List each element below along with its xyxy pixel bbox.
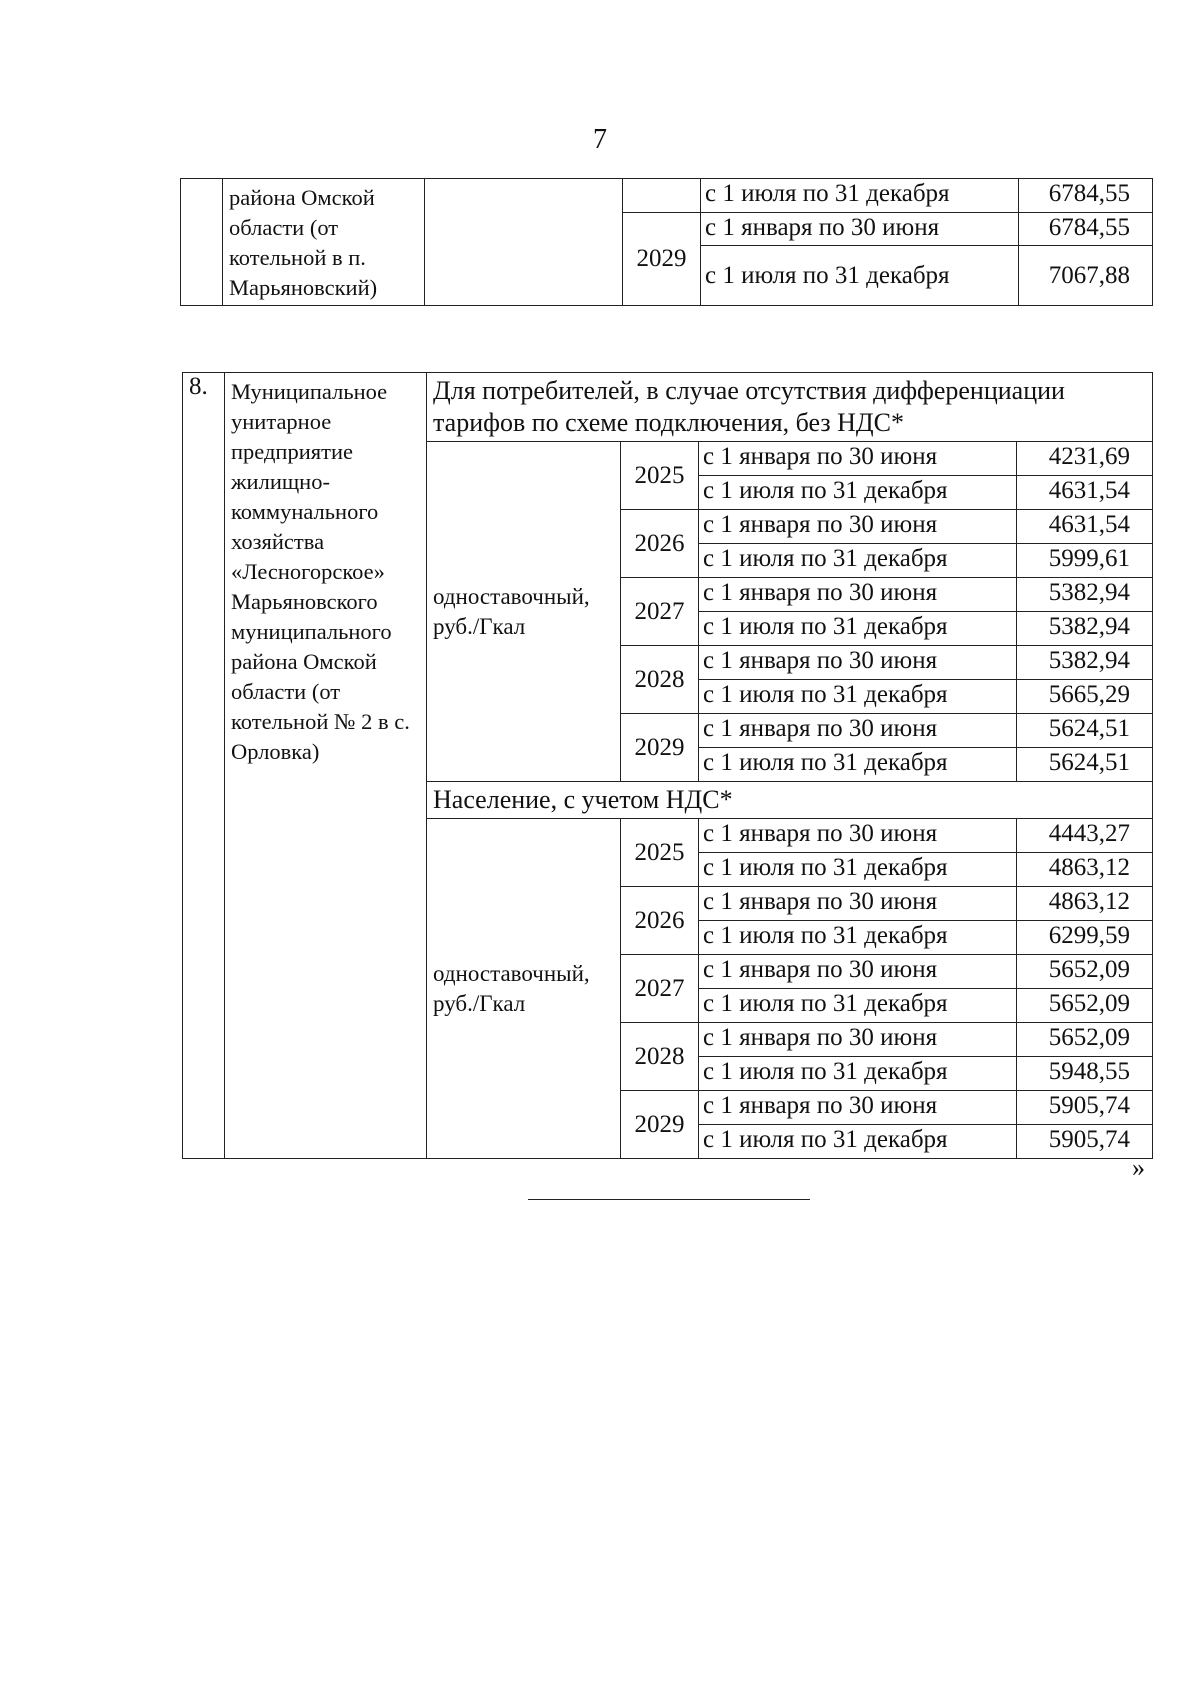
year-cell: 2025 xyxy=(621,442,699,510)
period-cell: с 1 января по 30 июня xyxy=(699,714,1017,748)
period-cell: с 1 января по 30 июня xyxy=(699,1023,1017,1057)
period-cell: с 1 января по 30 июня xyxy=(699,578,1017,612)
tariff-value-cell: 5652,09 xyxy=(1017,1023,1153,1057)
year-cell: 2025 xyxy=(621,819,699,887)
tariff-value-cell: 5948,55 xyxy=(1017,1057,1153,1091)
period-cell: с 1 июля по 31 декабря xyxy=(701,179,1019,213)
year-cell: 2028 xyxy=(621,646,699,714)
period-cell: с 1 июля по 31 декабря xyxy=(699,476,1017,510)
period-cell: с 1 января по 30 июня xyxy=(699,646,1017,680)
year-cell xyxy=(623,179,701,213)
tariff-value-cell: 4863,12 xyxy=(1017,853,1153,887)
year-cell: 2029 xyxy=(623,213,701,306)
tariff-value-cell: 4443,27 xyxy=(1017,819,1153,853)
period-cell: с 1 июля по 31 декабря xyxy=(699,853,1017,887)
tariff-value-cell: 5999,61 xyxy=(1017,544,1153,578)
period-cell: с 1 июля по 31 декабря xyxy=(699,989,1017,1023)
organization-name: Муниципальное унитарное предприятие жилищно-коммунального хозяйства «Лесногорское» Марьяновского муниципального района Омской области (от котельной № 2 в с. Орловка) xyxy=(225,373,427,1159)
period-cell: с 1 июля по 31 декабря xyxy=(701,246,1019,306)
tariff-value-cell: 5624,51 xyxy=(1017,714,1153,748)
period-cell: с 1 июля по 31 декабря xyxy=(699,748,1017,782)
tariff-table-continuation xyxy=(180,178,1153,306)
year-cell: 2026 xyxy=(621,510,699,578)
tariff-value-cell: 6784,55 xyxy=(1019,213,1153,246)
end-rule xyxy=(528,1199,810,1200)
tariff-value-cell: 5652,09 xyxy=(1017,955,1153,989)
period-cell: с 1 января по 30 июня xyxy=(699,955,1017,989)
year-cell: 2029 xyxy=(621,1091,699,1159)
rate-type: одноставочный, руб./Гкал xyxy=(427,442,621,782)
period-cell: с 1 июля по 31 декабря xyxy=(699,612,1017,646)
period-cell: с 1 июля по 31 декабря xyxy=(699,1125,1017,1159)
section-title: Для потребителей, в случае отсутствия дифференциации тарифов по схеме подключения, без НДС* xyxy=(427,373,1153,442)
tariff-value-cell: 5382,94 xyxy=(1017,578,1153,612)
tariff-table xyxy=(182,372,1153,1159)
period-cell: с 1 июля по 31 декабря xyxy=(699,921,1017,955)
year-cell: 2026 xyxy=(621,887,699,955)
period-cell: с 1 января по 30 июня xyxy=(699,442,1017,476)
tariff-value-cell: 4863,12 xyxy=(1017,887,1153,921)
period-cell: с 1 января по 30 июня xyxy=(699,1091,1017,1125)
tariff-value-cell: 5905,74 xyxy=(1017,1125,1153,1159)
year-cell: 2029 xyxy=(621,714,699,782)
period-cell: с 1 июля по 31 декабря xyxy=(699,544,1017,578)
closing-quote: » xyxy=(1132,1153,1145,1182)
period-cell: с 1 января по 30 июня xyxy=(699,510,1017,544)
page-number: 7 xyxy=(593,124,607,155)
period-cell: с 1 января по 30 июня xyxy=(699,819,1017,853)
tariff-value-cell: 6299,59 xyxy=(1017,921,1153,955)
rate-type-cell xyxy=(425,179,623,306)
tariff-value-cell: 5652,09 xyxy=(1017,989,1153,1023)
tariff-value-cell: 6784,55 xyxy=(1019,179,1153,213)
entry-number: 8. xyxy=(183,373,225,1159)
number-cell xyxy=(181,179,223,306)
rate-type: одноставочный, руб./Гкал xyxy=(427,819,621,1159)
tariff-value-cell: 5624,51 xyxy=(1017,748,1153,782)
tariff-value-cell: 5382,94 xyxy=(1017,646,1153,680)
tariff-value-cell: 5905,74 xyxy=(1017,1091,1153,1125)
period-cell: с 1 июля по 31 декабря xyxy=(699,680,1017,714)
tariff-value-cell: 4631,54 xyxy=(1017,476,1153,510)
tariff-value-cell: 7067,88 xyxy=(1019,246,1153,306)
tariff-value-cell: 4631,54 xyxy=(1017,510,1153,544)
tariff-value-cell: 4231,69 xyxy=(1017,442,1153,476)
organization-cell: района Омской области (от котельной в п. Марьяновский) xyxy=(223,179,425,306)
section-title: Население, с учетом НДС* xyxy=(427,782,1153,819)
tariff-value-cell: 5382,94 xyxy=(1017,612,1153,646)
year-cell: 2028 xyxy=(621,1023,699,1091)
period-cell: с 1 января по 30 июня xyxy=(701,213,1019,246)
period-cell: с 1 июля по 31 декабря xyxy=(699,1057,1017,1091)
tariff-value-cell: 5665,29 xyxy=(1017,680,1153,714)
year-cell: 2027 xyxy=(621,955,699,1023)
period-cell: с 1 января по 30 июня xyxy=(699,887,1017,921)
year-cell: 2027 xyxy=(621,578,699,646)
